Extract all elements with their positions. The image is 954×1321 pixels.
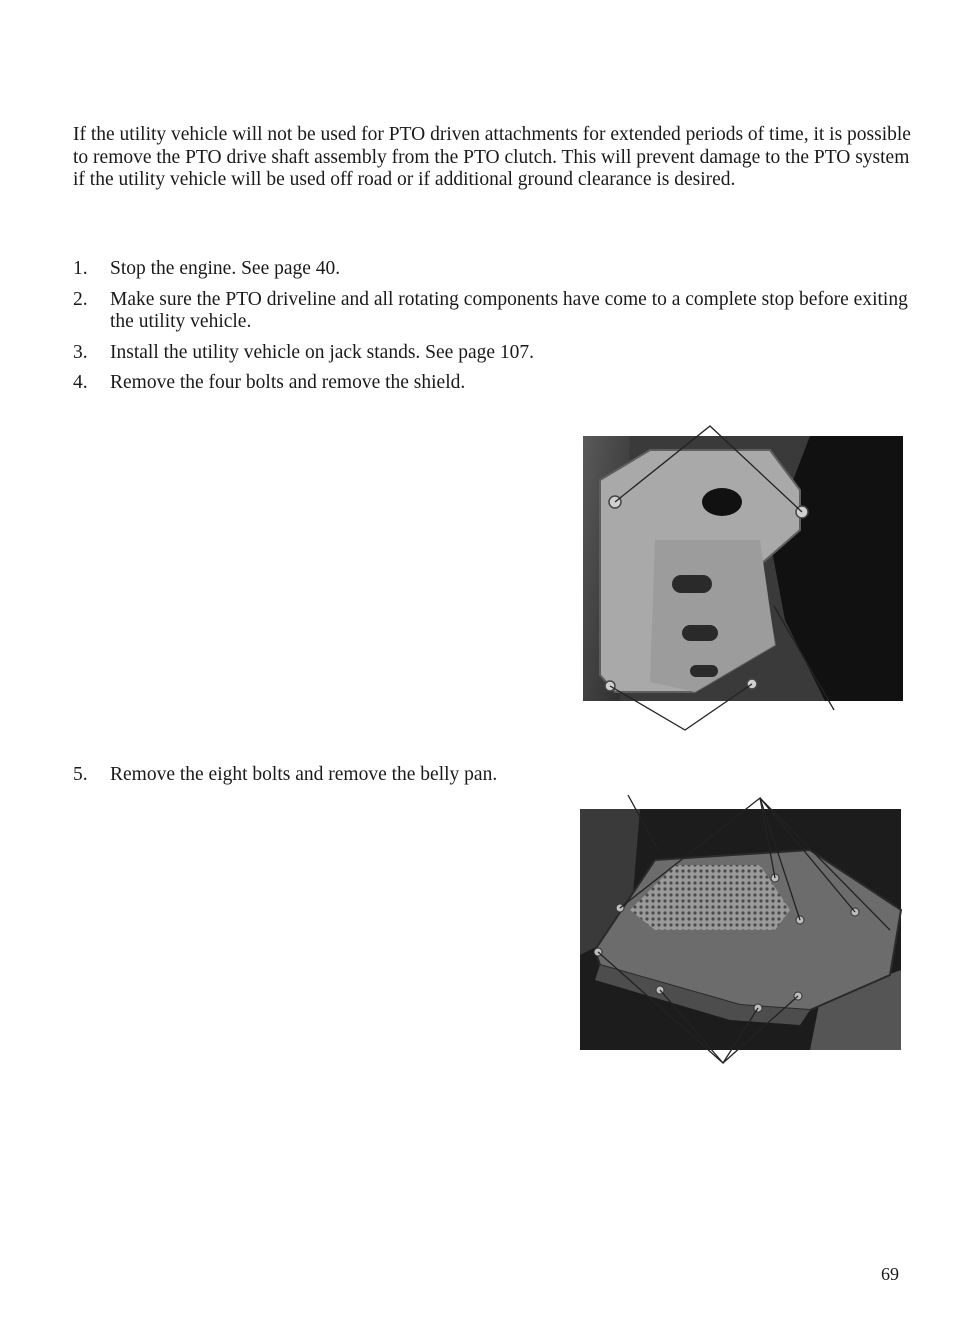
page-number: 69 [881,1264,899,1284]
step-text: Remove the four bolts and remove the shield. [110,372,466,393]
step-text: Make sure the PTO driveline and all rotating components have come to a complete stop before exiting the utility vehicle. [110,288,908,332]
step-text: Stop the engine. See page 40. [110,258,341,279]
list-item [73,258,913,281]
steps-list [73,764,913,787]
step-number: 5. [73,764,88,785]
step-number: 4. [73,372,88,393]
step-number: 2. [73,288,88,310]
list-item [73,764,913,787]
step-number: 1. [73,258,88,279]
belly-pan-photo [560,790,920,1080]
list-item [73,289,913,334]
shield-photo [560,420,920,740]
list-item [73,372,913,395]
list-item [73,342,913,365]
steps-list [73,258,913,403]
intro-paragraph: If the utility vehicle will not be used for PTO driven attachments for extended periods of time, it is possible to remove the PTO drive shaft assembly from the PTO clutch. This will prevent damage to the PTO system if the utility vehicle will be used off road or if additional ground clearance is desired. [73,124,911,190]
step-text: Install the utility vehicle on jack stands. See page 107. [110,341,535,363]
step-text: Remove the eight bolts and remove the belly pan. [110,764,498,785]
step-number: 3. [73,341,88,363]
